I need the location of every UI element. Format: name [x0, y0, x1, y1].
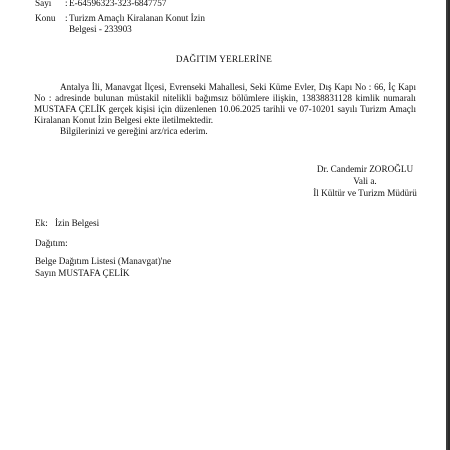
document-title: DAĞITIM YERLERİNE: [175, 54, 273, 64]
attachments-label: Ek:: [35, 218, 48, 228]
konu-value-line2: Belgesi - 233903: [69, 24, 132, 34]
signatory-department: İl Kültür ve Turizm Müdürü: [313, 188, 417, 198]
distribution-label: Dağıtım:: [35, 238, 68, 248]
sayi-colon: :: [65, 0, 68, 8]
body-paragraph-2: Bilgilerinizi ve gereğini arz/rica ederim.: [60, 126, 208, 136]
distribution-item: Belge Dağıtım Listesi (Manavgat)'ne: [35, 256, 172, 266]
body-paragraph-1: Antalya İli, Manavgat İlçesi, Evrenseki Mahallesi, Seki Küme Evler, Dış Kapı No : 66, İç Kapı No : adresinde bulunan müstakil nitelikli bağımsız bölümlere ilişkin, 13838831128 kimlik numaralı MUSTAFA ÇELİK gerçek kişisi için düzenlenen 10.06.2025 tarihli ve 07-10201 sayılı Turizm Amaçlı Kiralanan Konut İzin Belgesi ekte iletilmektedir.: [34, 82, 416, 125]
konu-value-line1: Turizm Amaçlı Kiralanan Konut İzin: [69, 13, 205, 23]
konu-colon: :: [65, 13, 68, 23]
signature-block: [280, 163, 448, 199]
page-edge-shadow: [446, 0, 448, 450]
signatory-role: Vali a.: [353, 176, 377, 186]
konu-label: Konu: [35, 13, 56, 23]
distribution-item: Sayın MUSTAFA ÇELİK: [35, 268, 130, 278]
sayi-label: Sayı: [35, 0, 52, 8]
document-body: [34, 82, 416, 137]
sayi-value: E-64596323-323-6847757: [69, 0, 167, 8]
signatory-name: Dr. Candemir ZOROĞLU: [316, 164, 414, 174]
attachments-value: İzin Belgesi: [55, 218, 100, 228]
